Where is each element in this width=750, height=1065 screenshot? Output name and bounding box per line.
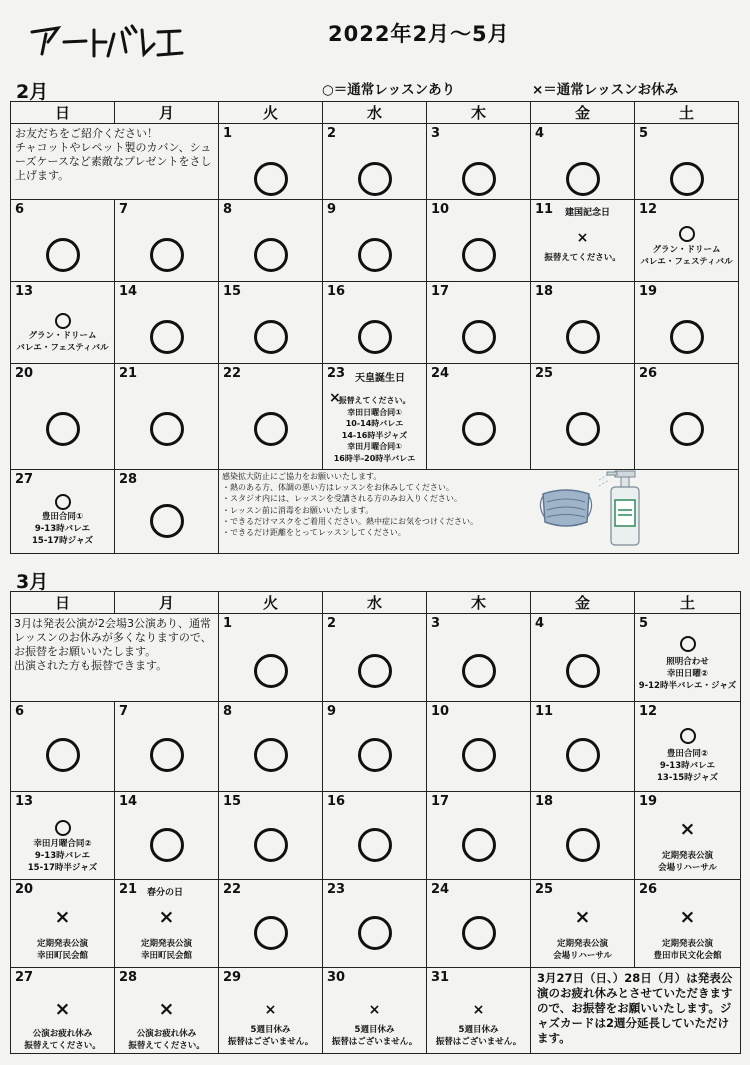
- day-note: 公演お疲れ休み 振替えてください。: [128, 1029, 205, 1051]
- lesson-circle-icon: [680, 728, 696, 744]
- day-cell: [635, 702, 741, 792]
- march-calendar: [10, 591, 741, 1054]
- closed-x-icon: ×: [329, 390, 341, 406]
- day-number: 18: [535, 284, 554, 299]
- sanitizer-bottle-icon: [597, 470, 651, 550]
- day-cell: [635, 200, 739, 282]
- weekday-fri: 金: [531, 102, 635, 124]
- weekday-header: [11, 102, 739, 124]
- day-number: 12: [639, 704, 658, 719]
- day-cell: [115, 282, 219, 364]
- recital-note: 3月は発表公演が2会場3公演あり、通常レッスンのお休みが多くなりますので、お振替をお願いいたします。 出演された方も振替できます。: [14, 617, 212, 672]
- lesson-circle-icon: [358, 738, 392, 772]
- day-number: 8: [223, 202, 233, 217]
- lesson-circle-icon: [566, 654, 600, 688]
- weekday-sun: 日: [11, 592, 115, 614]
- lesson-circle-icon: [150, 238, 184, 272]
- day-cell: [323, 364, 427, 470]
- lesson-circle-icon: [566, 320, 600, 354]
- lesson-circle-icon: [254, 738, 288, 772]
- day-note: 定期発表公演 会場リハーサル: [553, 939, 612, 961]
- day-cell: [635, 614, 741, 702]
- day-number: 31: [431, 970, 450, 985]
- day-note: 照明合わせ 幸田日曜② 9-12時半バレエ・ジャズ: [638, 657, 737, 691]
- lesson-circle-icon: [55, 820, 71, 836]
- day-note: 公演お疲れ休み 振替えてください。: [24, 1029, 101, 1051]
- lesson-circle-icon: [680, 636, 696, 652]
- page-title: 2022年2月～5月: [328, 22, 510, 46]
- day-number: 24: [431, 882, 450, 897]
- day-number: 29: [223, 970, 242, 985]
- day-number: 10: [431, 704, 450, 719]
- day-cell: [219, 282, 323, 364]
- day-cell: [219, 124, 323, 200]
- day-cell: [11, 470, 115, 554]
- lesson-circle-icon: [358, 654, 392, 688]
- day-cell: [115, 364, 219, 470]
- lesson-circle-icon: [462, 162, 496, 196]
- lesson-circle-icon: [254, 238, 288, 272]
- day-number: 7: [119, 202, 129, 217]
- weekday-sun: 日: [11, 102, 115, 124]
- day-number: 17: [431, 284, 450, 299]
- day-cell: [427, 880, 531, 968]
- holiday-label: 建国記念日: [565, 208, 611, 218]
- day-number: 16: [327, 284, 346, 299]
- day-number: 8: [223, 704, 233, 719]
- day-cell: [219, 614, 323, 702]
- day-number: 30: [327, 970, 346, 985]
- day-number: 6: [15, 202, 25, 217]
- day-number: 10: [431, 202, 450, 217]
- day-cell: [219, 880, 323, 968]
- lesson-circle-icon: [462, 238, 496, 272]
- day-number: 23: [327, 366, 346, 381]
- day-number: 20: [15, 882, 34, 897]
- day-number: 4: [535, 616, 545, 631]
- day-number: 28: [119, 970, 138, 985]
- day-cell: [219, 702, 323, 792]
- day-cell: [531, 880, 635, 968]
- day-number: 7: [119, 704, 129, 719]
- day-cell: [427, 364, 531, 470]
- day-number: 2: [327, 126, 337, 141]
- day-cell: [427, 200, 531, 282]
- day-number: 21: [119, 366, 138, 381]
- legend-open: ○＝通常レッスンあり: [322, 82, 456, 98]
- february-calendar: [10, 101, 739, 554]
- lesson-circle-icon: [254, 162, 288, 196]
- day-number: 3: [431, 126, 441, 141]
- day-cell: [635, 364, 739, 470]
- day-note: 定期発表公演 幸田町民会館: [140, 939, 192, 961]
- day-cell: [531, 702, 635, 792]
- weekday-thu: 木: [427, 102, 531, 124]
- day-cell: [115, 880, 219, 968]
- day-cell: [635, 124, 739, 200]
- weekday-thu: 木: [427, 592, 531, 614]
- day-cell: [323, 792, 427, 880]
- referral-note-cell: [11, 124, 219, 200]
- weekday-sat: 土: [635, 592, 741, 614]
- lesson-circle-icon: [254, 654, 288, 688]
- closed-x-icon: ×: [54, 906, 71, 928]
- lesson-circle-icon: [46, 412, 80, 446]
- weekday-tue: 火: [219, 592, 323, 614]
- day-number: 27: [15, 970, 34, 985]
- lesson-circle-icon: [55, 313, 71, 329]
- closed-x-icon: ×: [158, 906, 175, 928]
- weekday-sat: 土: [635, 102, 739, 124]
- lesson-circle-icon: [254, 320, 288, 354]
- day-cell: [11, 282, 115, 364]
- day-number: 25: [535, 882, 554, 897]
- weekday-wed: 水: [323, 592, 427, 614]
- day-note: グラン・ドリーム バレエ・フェスティバル: [16, 331, 109, 353]
- day-cell: [219, 200, 323, 282]
- lesson-circle-icon: [358, 828, 392, 862]
- day-number: 23: [327, 882, 346, 897]
- day-cell: [219, 364, 323, 470]
- day-number: 14: [119, 794, 138, 809]
- day-number: 19: [639, 794, 658, 809]
- closed-x-icon: ×: [264, 1002, 277, 1018]
- day-number: 4: [535, 126, 545, 141]
- day-cell: [11, 880, 115, 968]
- day-cell: [11, 200, 115, 282]
- holiday-label: 春分の日: [147, 888, 184, 898]
- march-label: 3月: [16, 571, 49, 593]
- day-number: 26: [639, 882, 658, 897]
- day-cell: [115, 968, 219, 1054]
- day-cell: [531, 200, 635, 282]
- weekday-tue: 火: [219, 102, 323, 124]
- day-cell: [427, 968, 531, 1054]
- lesson-circle-icon: [150, 412, 184, 446]
- day-note: 定期発表公演 会場リハーサル: [658, 851, 717, 873]
- infection-notice-cell: [219, 470, 739, 554]
- day-note: 幸田月曜合同② 9-13時バレエ 15-17時半ジャズ: [27, 839, 98, 873]
- lesson-circle-icon: [566, 412, 600, 446]
- day-cell: [323, 282, 427, 364]
- day-cell: [323, 968, 427, 1054]
- day-cell: [635, 282, 739, 364]
- closed-x-icon: ×: [574, 906, 591, 928]
- day-cell: [115, 470, 219, 554]
- day-note: 5週目休み 振替はございません。: [227, 1025, 314, 1047]
- day-number: 1: [223, 126, 233, 141]
- closed-x-icon: ×: [472, 1002, 485, 1018]
- closed-x-icon: ×: [368, 1002, 381, 1018]
- day-cell: [427, 614, 531, 702]
- lesson-circle-icon: [566, 738, 600, 772]
- day-cell: [219, 792, 323, 880]
- lesson-circle-icon: [358, 916, 392, 950]
- day-cell: [531, 614, 635, 702]
- closed-x-icon: ×: [54, 998, 71, 1020]
- lesson-circle-icon: [462, 412, 496, 446]
- closing-note-cell: [531, 968, 741, 1054]
- weekday-fri: 金: [531, 592, 635, 614]
- lesson-circle-icon: [566, 162, 600, 196]
- day-cell: [219, 968, 323, 1054]
- day-number: 20: [15, 366, 34, 381]
- holiday-label: 天皇誕生日: [355, 373, 405, 384]
- referral-note: お友だちをご紹介ください！ チャコットやレペット製のカバン、シューズケースなど素敵なプレゼントをさし上げます。: [15, 127, 212, 182]
- day-note: 5週目休み 振替はございません。: [435, 1025, 522, 1047]
- day-note: 振替えてください。 幸田日曜合同① 10-14時バレエ 14-16時半ジャズ 幸田月曜合同① 16時半-20時半バレエ: [333, 396, 416, 463]
- day-cell: [323, 124, 427, 200]
- weekday-mon: 月: [115, 102, 219, 124]
- day-number: 3: [431, 616, 441, 631]
- day-number: 1: [223, 616, 233, 631]
- closed-x-icon: ×: [158, 998, 175, 1020]
- lesson-circle-icon: [670, 320, 704, 354]
- lesson-circle-icon: [566, 828, 600, 862]
- day-cell: [531, 282, 635, 364]
- day-number: 26: [639, 366, 658, 381]
- weekday-mon: 月: [115, 592, 219, 614]
- day-number: 21: [119, 882, 138, 897]
- day-cell: [11, 792, 115, 880]
- day-note: 定期発表公演 豊田市民文化会館: [653, 939, 722, 961]
- day-number: 24: [431, 366, 450, 381]
- lesson-circle-icon: [462, 320, 496, 354]
- day-cell: [115, 200, 219, 282]
- day-cell: [115, 702, 219, 792]
- legend-closed: ×＝通常レッスンお休み: [532, 82, 679, 98]
- day-note: 5週目休み 振替はございません。: [331, 1025, 418, 1047]
- recital-note-cell: [11, 614, 219, 702]
- day-note: 振替えてください。: [544, 253, 621, 263]
- day-number: 13: [15, 794, 34, 809]
- lesson-circle-icon: [670, 412, 704, 446]
- february-label: 2月: [16, 81, 49, 103]
- day-cell: [427, 792, 531, 880]
- day-number: 2: [327, 616, 337, 631]
- closed-x-icon: ×: [679, 906, 696, 928]
- day-number: 15: [223, 284, 242, 299]
- lesson-circle-icon: [670, 162, 704, 196]
- weekday-wed: 水: [323, 102, 427, 124]
- day-number: 9: [327, 704, 337, 719]
- day-number: 6: [15, 704, 25, 719]
- day-number: 9: [327, 202, 337, 217]
- day-cell: [635, 792, 741, 880]
- lesson-circle-icon: [358, 238, 392, 272]
- day-number: 5: [639, 126, 649, 141]
- day-cell: [427, 702, 531, 792]
- day-cell: [323, 614, 427, 702]
- lesson-circle-icon: [254, 412, 288, 446]
- day-number: 19: [639, 284, 658, 299]
- day-number: 27: [15, 472, 34, 487]
- day-cell: [11, 702, 115, 792]
- day-cell: [427, 124, 531, 200]
- day-cell: [323, 880, 427, 968]
- lesson-circle-icon: [254, 828, 288, 862]
- day-number: 5: [639, 616, 649, 631]
- day-note: 豊田合同② 9-13時バレエ 13-15時ジャズ: [656, 749, 718, 783]
- day-number: 16: [327, 794, 346, 809]
- weekday-header: [11, 592, 741, 614]
- lesson-circle-icon: [55, 494, 71, 510]
- day-note: 豊田合同① 9-13時バレエ 15-17時ジャズ: [31, 512, 93, 546]
- lesson-circle-icon: [462, 654, 496, 688]
- face-mask-icon: [537, 484, 595, 532]
- lesson-circle-icon: [150, 828, 184, 862]
- day-number: 11: [535, 202, 554, 217]
- lesson-circle-icon: [254, 916, 288, 950]
- day-number: 28: [119, 472, 138, 487]
- day-note: 定期発表公演 幸田町民会館: [36, 939, 88, 961]
- day-number: 17: [431, 794, 450, 809]
- closed-x-icon: ×: [679, 818, 696, 840]
- day-cell: [115, 792, 219, 880]
- day-cell: [531, 364, 635, 470]
- day-number: 13: [15, 284, 34, 299]
- day-cell: [531, 124, 635, 200]
- day-number: 22: [223, 366, 242, 381]
- lesson-circle-icon: [358, 162, 392, 196]
- day-number: 15: [223, 794, 242, 809]
- day-cell: [323, 200, 427, 282]
- closed-x-icon: ×: [576, 230, 589, 246]
- day-number: 25: [535, 366, 554, 381]
- day-cell: [531, 792, 635, 880]
- lesson-circle-icon: [46, 238, 80, 272]
- day-note: グラン・ドリーム バレエ・フェスティバル: [640, 245, 733, 267]
- lesson-circle-icon: [150, 320, 184, 354]
- lesson-circle-icon: [462, 738, 496, 772]
- day-number: 18: [535, 794, 554, 809]
- infection-notice: 感染拡大防止にご協力をお願いいたします。 ・熱のある方、体調の悪い方はレッスンをお休みしてください。 ・スタジオ内には、レッスンを受講される方のみお入りください。 ・レッスン前に消毒をお願いいたします。 ・できるだけマスクをご着用ください。熱中症にお気をつけください。 ・できるだけ距離をとってレッスンしてください。: [222, 472, 478, 538]
- day-cell: [11, 968, 115, 1054]
- day-number: 11: [535, 704, 554, 719]
- closing-note: 3月27日（日、）28日（月）は発表公演のお疲れ休みとさせていただきますので、お振替をお願いいたします。ジャズカードは2週分延長していただけます。: [537, 971, 733, 1045]
- day-number: 14: [119, 284, 138, 299]
- lesson-circle-icon: [462, 828, 496, 862]
- lesson-circle-icon: [150, 738, 184, 772]
- lesson-circle-icon: [46, 738, 80, 772]
- lesson-circle-icon: [358, 320, 392, 354]
- day-cell: [323, 702, 427, 792]
- lesson-circle-icon: [462, 916, 496, 950]
- day-cell: [427, 282, 531, 364]
- logo-art-ballet: [28, 20, 188, 64]
- day-number: 22: [223, 882, 242, 897]
- lesson-circle-icon: [150, 504, 184, 538]
- day-cell: [11, 364, 115, 470]
- day-cell: [635, 880, 741, 968]
- day-number: 12: [639, 202, 658, 217]
- lesson-circle-icon: [679, 226, 695, 242]
